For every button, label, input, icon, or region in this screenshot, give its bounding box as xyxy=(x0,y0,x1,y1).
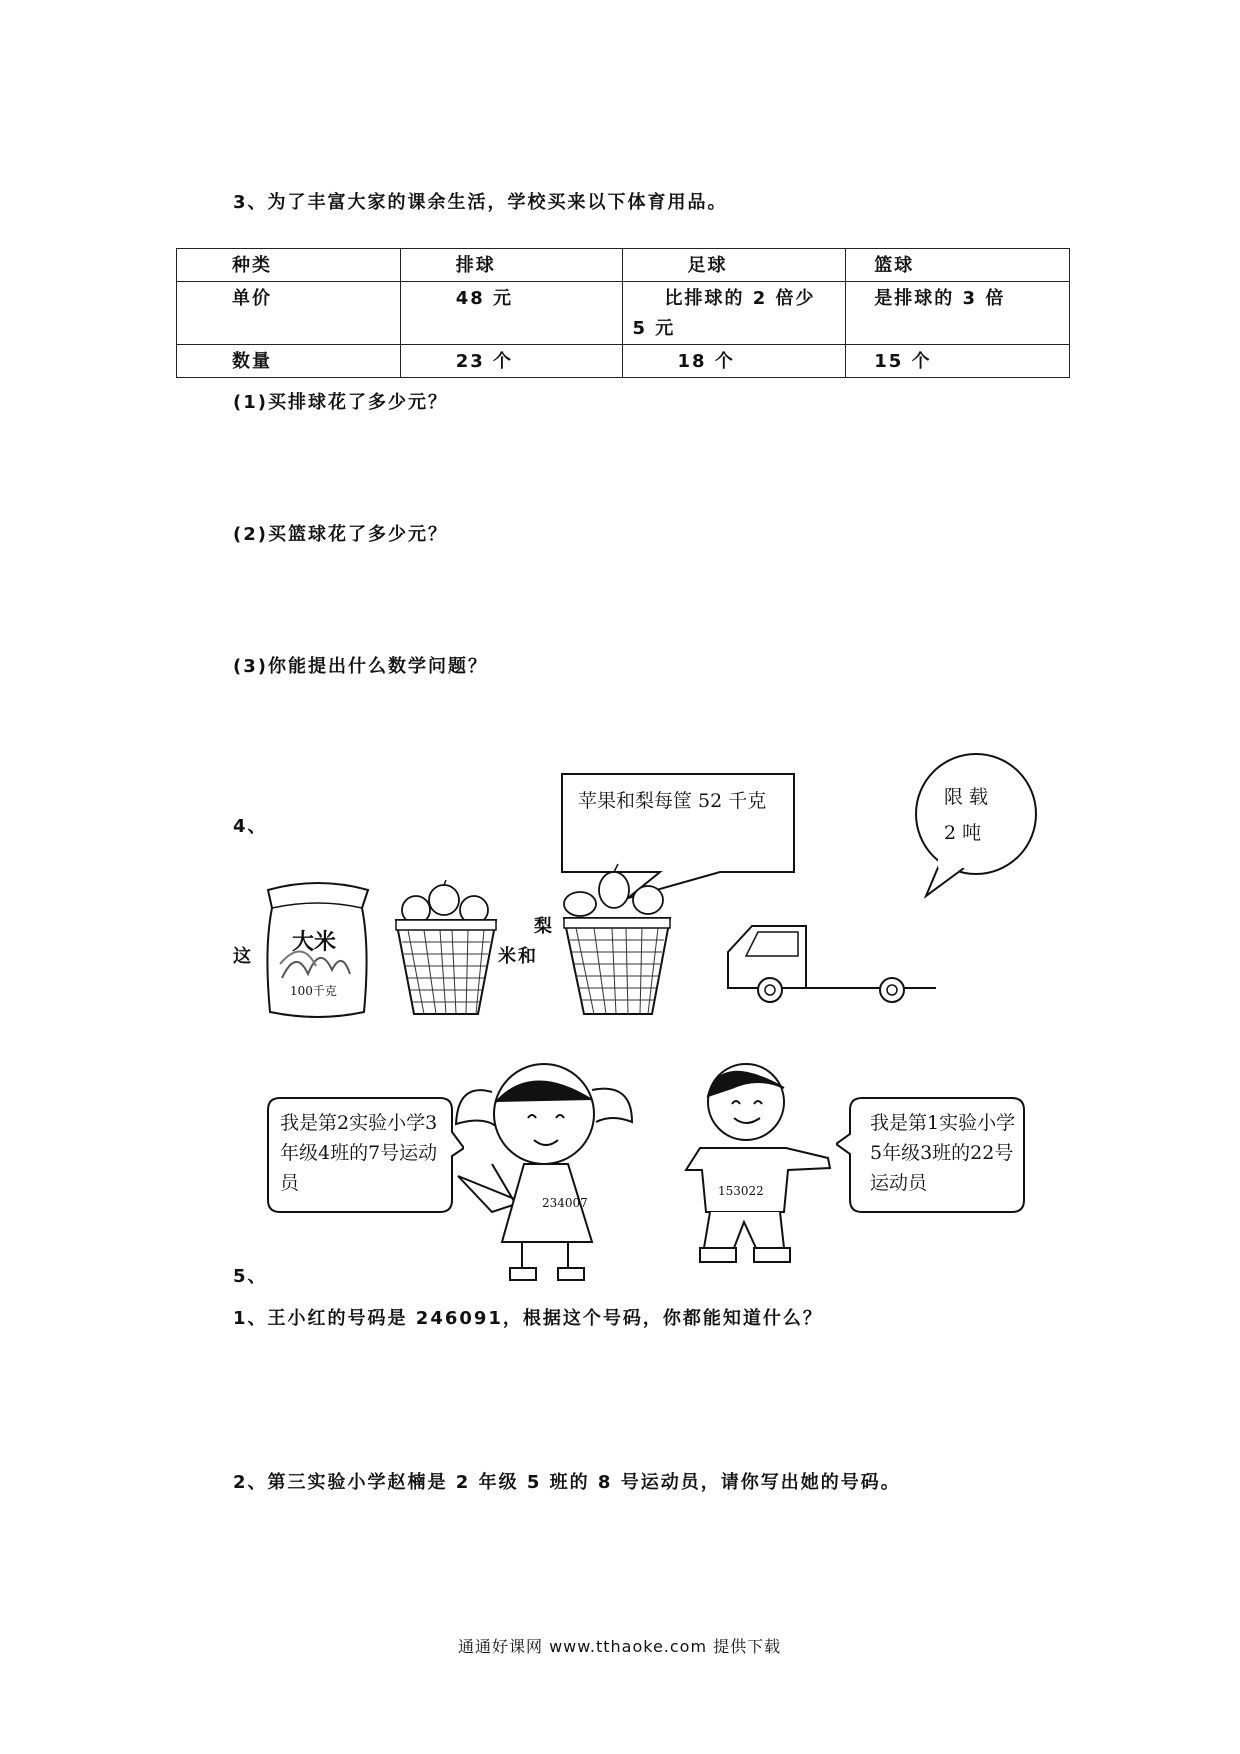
q3-sub3: (3)你能提出什么数学问题？ xyxy=(233,656,488,677)
q5-item2: 2、第三实验小学赵楠是 2 年级 5 班的 8 号运动员，请你写出她的号码。 xyxy=(233,1472,901,1493)
q5-label: 5、 xyxy=(233,1266,268,1287)
girl-number: 234007 xyxy=(542,1196,588,1210)
sports-goods-table xyxy=(176,248,1070,378)
cell-football-price xyxy=(622,282,846,345)
q4-label: 4、 xyxy=(233,816,268,837)
q3-title: 3、为了丰富大家的课余生活，学校买来以下体育用品。 xyxy=(233,192,728,213)
table-row-price xyxy=(177,282,1070,345)
rice-bag-weight: 100千克 xyxy=(290,984,337,998)
pear-basket-image xyxy=(556,860,678,1016)
cell-volleyball-qty: 23 个 xyxy=(400,345,622,378)
cell-price-label: 单价 xyxy=(177,282,401,345)
header-basketball: 篮球 xyxy=(846,249,1070,282)
cell-football-qty: 18 个 xyxy=(622,345,846,378)
q5-item1: 1、王小红的号码是 246091，根据这个号码，你都能知道什么？ xyxy=(233,1308,823,1329)
page-footer: 通通好课网 www.tthaoke.com 提供下载 xyxy=(458,1637,782,1656)
girl-illustration xyxy=(452,1052,642,1284)
truck-image xyxy=(722,916,938,1006)
q3-sub1: (1)买排球花了多少元？ xyxy=(233,392,448,413)
cell-qty-label: 数量 xyxy=(177,345,401,378)
truck-limit-line1: 限 载 xyxy=(944,786,989,808)
table-row-quantity xyxy=(177,345,1070,378)
boy-illustration xyxy=(680,1052,840,1270)
rice-bag-label: 大米 xyxy=(292,929,337,955)
boy-number: 153022 xyxy=(718,1184,764,1198)
apple-basket-image xyxy=(388,880,504,1016)
fruit-bubble-text: 苹果和梨每筐 52 千克 xyxy=(578,790,767,812)
truck-limit-line2: 2 吨 xyxy=(944,822,982,844)
q3-sub2: (2)买篮球花了多少元？ xyxy=(233,524,448,545)
q4-text-left: 这 xyxy=(233,946,253,967)
cell-basketball-qty: 15 个 xyxy=(846,345,1070,378)
header-football: 足球 xyxy=(622,249,846,282)
table-header-row xyxy=(177,249,1070,282)
cell-volleyball-price: 48 元 xyxy=(400,282,622,345)
header-kind: 种类 xyxy=(177,249,401,282)
q4-text-pear: 梨 xyxy=(534,916,554,937)
football-price-line1: 比排球的 2 倍少 xyxy=(664,288,816,309)
boy-bubble-text: 我是第1实验小学5年级3班的22号运动员 xyxy=(870,1112,1016,1194)
cell-basketball-price: 是排球的 3 倍 xyxy=(846,282,1070,345)
q4-text-mid: 米和 xyxy=(498,946,538,967)
header-volleyball: 排球 xyxy=(400,249,622,282)
girl-bubble-text: 我是第2实验小学3年级4班的7号运动员 xyxy=(280,1112,438,1194)
football-price-line2: 5 元 xyxy=(632,318,676,339)
